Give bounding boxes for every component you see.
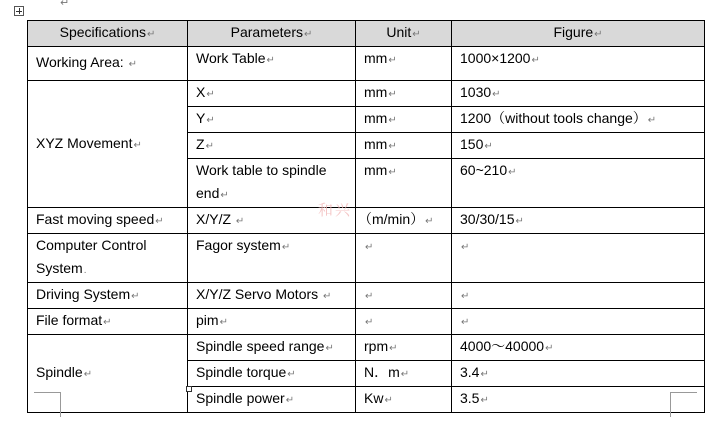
- figure-cell: 1200（without tools change）↵: [452, 107, 705, 133]
- header-figure: Figure↵: [452, 21, 705, 47]
- figure-cell: 60~210↵: [452, 159, 705, 208]
- unit-cell: mm↵: [356, 107, 452, 133]
- figure-cell: 3.5↵: [452, 387, 705, 413]
- figure-cell: ↵: [452, 283, 705, 309]
- spec-cell: File format↵: [28, 309, 188, 335]
- param-cell: Y↵: [188, 107, 356, 133]
- unit-cell: rpm↵: [356, 335, 452, 361]
- unit-cell: （m/min）↵: [356, 208, 452, 234]
- param-cell: Work table to spindle end↵: [188, 159, 356, 208]
- param-cell: X/Y/Z ↵: [188, 208, 356, 234]
- spec-cell: Fast moving speed↵: [28, 208, 188, 234]
- param-cell: Z↵: [188, 133, 356, 159]
- header-parameters: Parameters↵: [188, 21, 356, 47]
- figure-cell: 4000～40000↵: [452, 335, 705, 361]
- param-cell: Fagor system↵: [188, 234, 356, 283]
- unit-cell: ↵: [356, 234, 452, 283]
- unit-cell: N．m↵: [356, 361, 452, 387]
- table-resize-handle[interactable]: [186, 386, 192, 392]
- unit-cell: ↵: [356, 309, 452, 335]
- spec-cell: Spindle↵: [28, 335, 188, 413]
- table-row: [28, 208, 705, 234]
- table-row: [28, 47, 705, 81]
- header-specifications: Specifications↵: [28, 21, 188, 47]
- param-cell: X/Y/Z Servo Motors ↵: [188, 283, 356, 309]
- spec-cell: Computer Control System.: [28, 234, 188, 283]
- page-corner-mark-right: [670, 392, 697, 417]
- spec-cell: Working Area: ↵: [28, 47, 188, 81]
- unit-cell: ↵: [356, 283, 452, 309]
- spec-cell: Driving System↵: [28, 283, 188, 309]
- page-corner-mark-left: [34, 392, 61, 417]
- table-row: [28, 309, 705, 335]
- paragraph-mark: ↵: [60, 0, 70, 9]
- figure-cell: ↵: [452, 309, 705, 335]
- figure-cell: 150↵: [452, 133, 705, 159]
- table-row: [28, 283, 705, 309]
- unit-cell: mm↵: [356, 159, 452, 208]
- figure-cell: 30/30/15↵: [452, 208, 705, 234]
- unit-cell: mm↵: [356, 133, 452, 159]
- param-cell: Spindle speed range↵: [188, 335, 356, 361]
- unit-cell: mm↵: [356, 47, 452, 81]
- table-row: [28, 81, 705, 107]
- param-cell: pim↵: [188, 309, 356, 335]
- param-cell: Spindle power↵: [188, 387, 356, 413]
- param-cell: Work Table↵: [188, 47, 356, 81]
- unit-cell: mm↵: [356, 81, 452, 107]
- param-cell: X↵: [188, 81, 356, 107]
- header-unit: Unit↵: [356, 21, 452, 47]
- watermark: 和兴: [318, 201, 353, 219]
- table-move-handle[interactable]: [14, 6, 24, 16]
- table-row: [28, 335, 705, 361]
- table-header-row: [28, 21, 705, 47]
- figure-cell: 1030↵: [452, 81, 705, 107]
- specifications-table: [27, 20, 705, 413]
- unit-cell: Kw↵: [356, 387, 452, 413]
- figure-cell: ↵: [452, 234, 705, 283]
- param-cell: Spindle torque↵: [188, 361, 356, 387]
- table-row: [28, 234, 705, 283]
- spec-cell: XYZ Movement↵: [28, 81, 188, 208]
- figure-cell: 1000×1200↵: [452, 47, 705, 81]
- figure-cell: 3.4↵: [452, 361, 705, 387]
